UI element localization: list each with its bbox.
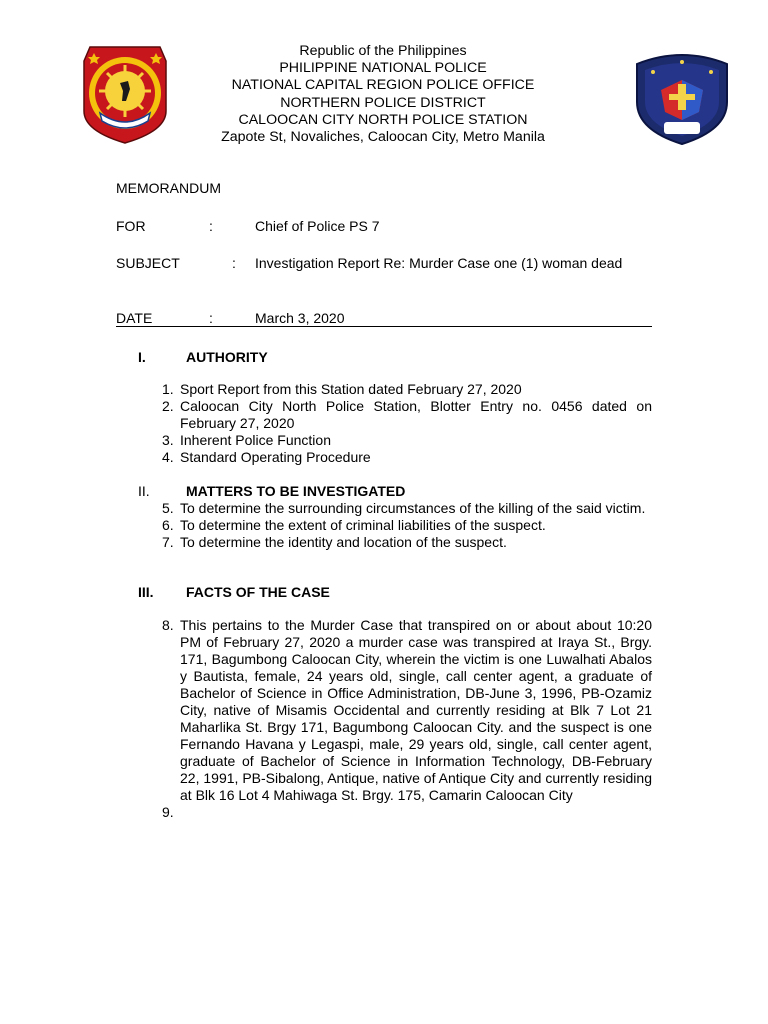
letterhead-line: PHILIPPINE NATIONAL POLICE (279, 60, 487, 77)
item-number: 8. (162, 617, 174, 633)
letterhead-line: Zapote St, Novaliches, Caloocan City, Metro Manila (221, 129, 545, 146)
pnp-seal-logo (80, 43, 170, 145)
item-text: Inherent Police Function (180, 432, 331, 448)
facts-list (162, 617, 652, 820)
item-number: 4. (162, 449, 174, 465)
list-item (162, 449, 652, 466)
list-item (162, 432, 652, 449)
item-text: This pertains to the Murder Case that transpired on or about about 10:20 PM of February 27, 2020 a murder case was transpired at Iraya St., Brgy. 171, Bagumbong Caloocan City, wherein the victim is one Luwalhati Abalos y Bautista, female, 24 years old, single, call center agent, a graduate of Bachelor of Science in Office Administration, DB-June 3, 1996, PB-Ozamiz City, native of Misamis Occidental and currently residing at Blk 7 Lot 21 Maharlika St. Brgy 171, Bagumbong Caloocan City. and the suspect is one Fernando Havana y Legaspi, male, 29 years old, single, call center agent, graduate of Bachelor of Science in Information Technology, DB-February 22, 1991, PB-Sibalong, Antique, native of Antique City and currently residing at Blk 16 Lot 4 Mahiwaga St. Brgy. 175, Camarin Caloocan City (180, 617, 652, 803)
item-text: To determine the extent of criminal liabilities of the suspect. (180, 517, 546, 533)
item-text: Standard Operating Procedure (180, 449, 371, 465)
list-item (162, 500, 652, 517)
npd-badge-logo (631, 50, 733, 146)
date-label: DATE (116, 310, 153, 326)
item-number: 7. (162, 534, 174, 550)
list-item (162, 534, 652, 551)
date-colon: : (209, 310, 213, 326)
date-value: March 3, 2020 (255, 310, 345, 326)
list-item (162, 517, 652, 534)
item-text: Caloocan City North Police Station, Blotter Entry no. 0456 dated on February 27, 2020 (180, 398, 652, 431)
item-number: 6. (162, 517, 174, 533)
authority-list (162, 381, 652, 466)
letterhead-line: NORTHERN POLICE DISTRICT (280, 94, 486, 111)
item-text: To determine the surrounding circumstances of the killing of the said victim. (180, 500, 646, 516)
for-label: FOR (116, 218, 146, 234)
section-title: FACTS OF THE CASE (186, 584, 330, 600)
letterhead-line: CALOOCAN CITY NORTH POLICE STATION (238, 111, 528, 128)
letterhead-line: NATIONAL CAPITAL REGION POLICE OFFICE (231, 77, 535, 94)
section-number: III. (138, 584, 154, 600)
list-item (162, 617, 652, 804)
item-number: 9. (162, 804, 174, 820)
item-number: 1. (162, 381, 174, 397)
list-item (162, 381, 652, 398)
section-title: MATTERS TO BE INVESTIGATED (186, 483, 406, 499)
subject-colon: : (232, 255, 236, 271)
subject-label: SUBJECT (116, 255, 180, 271)
memo-title: MEMORANDUM (116, 180, 221, 196)
matters-list (162, 500, 652, 551)
subject-value: Investigation Report Re: Murder Case one (1) woman dead (255, 255, 623, 271)
section-number: II. (138, 483, 150, 499)
item-number: 5. (162, 500, 174, 516)
item-number: 3. (162, 432, 174, 448)
section-number: I. (138, 349, 146, 365)
for-value: Chief of Police PS 7 (255, 218, 380, 234)
item-text: To determine the identity and location of the suspect. (180, 534, 507, 550)
for-colon: : (209, 218, 213, 234)
list-item (162, 398, 652, 432)
section-title: AUTHORITY (186, 349, 268, 365)
item-text: Sport Report from this Station dated February 27, 2020 (180, 381, 522, 397)
letterhead (170, 43, 596, 146)
letterhead-line: Republic of the Philippines (299, 43, 467, 59)
header-divider (116, 326, 652, 327)
item-number: 2. (162, 398, 174, 414)
